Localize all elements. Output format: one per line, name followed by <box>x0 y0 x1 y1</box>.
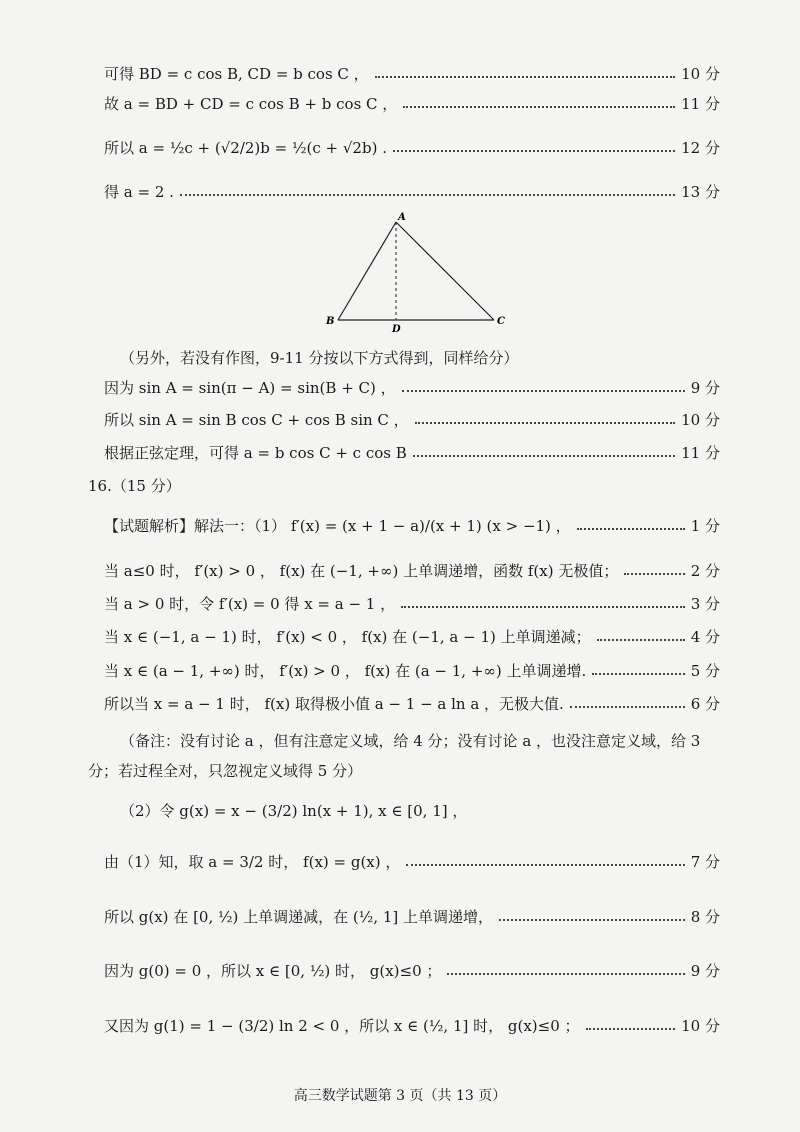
page-footer: 高三数学试题第 3 页（共 13 页） <box>293 1088 507 1104</box>
score: 2 分 <box>690 561 720 580</box>
note-scoring-a: （备注：没有讨论 a ，但有注意定义域，给 4 分；没有讨论 a ，也没注意定义域，给 3 <box>120 732 701 750</box>
label-d: D <box>392 324 401 335</box>
score: 10 分 <box>681 64 720 83</box>
line-text: 当 x ∈ (−1, a − 1) 时， f′(x) < 0 ， f(x) 在 (−1, a − 1) 上单调递减； <box>104 627 591 646</box>
line-text: 所以 sin A = sin B cos C + cos B sin C ， <box>104 410 409 429</box>
score: 9 分 <box>690 378 720 397</box>
question-16: 16.（15 分） <box>88 477 181 495</box>
line-text: 又因为 g(1) = 1 − (3/2) ln 2 < 0 ，所以 x ∈ (½, 1] 时， g(x)≤0 ； <box>104 1016 580 1035</box>
label-c: C <box>497 316 505 327</box>
line-2 <box>104 88 720 118</box>
line-text: 当 x ∈ (a − 1, +∞) 时， f′(x) > 0 ， f(x) 在 (a − 1, +∞) 上单调递增. <box>104 661 587 680</box>
score: 6 分 <box>690 694 720 713</box>
leader-dots <box>624 573 684 575</box>
line-text: 根据正弦定理，可得 a = b cos C + c cos B <box>104 443 407 462</box>
score: 10 分 <box>681 410 720 429</box>
score: 11 分 <box>681 94 720 113</box>
leader-dots <box>586 1028 676 1030</box>
line-text: 所以 g(x) 在 [0, ½) 上单调递减，在 (½, 1] 上单调递增， <box>104 907 494 926</box>
line-text: 【试题解析】解法一：（1） f′(x) = (x + 1 − a)/(x + 1) (x > −1) ， <box>104 516 571 535</box>
line-text: 可得 BD = c cos B, CD = b cos C ， <box>104 64 369 83</box>
line-11 <box>104 621 720 651</box>
leader-dots <box>406 864 684 866</box>
line-17 <box>104 1010 720 1040</box>
line-3 <box>104 132 720 162</box>
label-a: A <box>398 212 406 223</box>
line-text: 当 a > 0 时，令 f′(x) = 0 得 x = a − 1 ， <box>104 594 396 613</box>
score: 12 分 <box>681 138 720 157</box>
line-6 <box>104 404 720 434</box>
label-b: B <box>326 316 335 327</box>
leader-dots <box>393 150 675 152</box>
note-scoring-b: 分；若过程全对，只忽视定义域得 5 分） <box>88 762 363 780</box>
score: 7 分 <box>690 852 720 871</box>
triangle-figure <box>322 210 522 335</box>
score: 4 分 <box>690 627 720 646</box>
part-2-definition: （2）令 g(x) = x − (3/2) ln(x + 1), x ∈ [0, 1] ， <box>120 802 468 820</box>
leader-dots <box>447 973 684 975</box>
leader-dots <box>597 639 685 641</box>
leader-dots <box>577 528 685 530</box>
leader-dots <box>401 606 685 608</box>
line-text: 因为 sin A = sin(π − A) = sin(B + C) ， <box>104 378 396 397</box>
side-ac <box>396 222 494 320</box>
score: 5 分 <box>690 661 720 680</box>
line-text: 因为 g(0) = 0 ，所以 x ∈ [0, ½) 时， g(x)≤0 ； <box>104 961 442 980</box>
line-10 <box>104 588 720 618</box>
score: 9 分 <box>690 961 720 980</box>
line-text: 所以当 x = a − 1 时， f(x) 取得极小值 a − 1 − a ln a ，无极大值. <box>104 694 564 713</box>
line-14 <box>104 846 720 876</box>
leader-dots <box>415 422 675 424</box>
leader-dots <box>403 106 675 108</box>
line-text: 由（1）知，取 a = 3/2 时， f(x) = g(x) ， <box>104 852 401 871</box>
line-8 <box>104 510 720 540</box>
note-no-figure: （另外，若没有作图，9-11 分按以下方式得到，同样给分） <box>120 349 519 367</box>
score: 13 分 <box>681 182 720 201</box>
line-9 <box>104 555 720 585</box>
leader-dots <box>180 194 675 196</box>
line-text: 当 a≤0 时， f′(x) > 0 ， f(x) 在 (−1, +∞) 上单调递增，函数 f(x) 无极值； <box>104 561 619 580</box>
line-1 <box>104 58 720 88</box>
leader-dots <box>375 76 675 78</box>
line-12 <box>104 655 720 685</box>
score: 1 分 <box>690 516 720 535</box>
score: 10 分 <box>681 1016 720 1035</box>
leader-dots <box>570 706 685 708</box>
score: 8 分 <box>690 907 720 926</box>
line-15 <box>104 901 720 931</box>
line-13 <box>104 688 720 718</box>
leader-dots <box>499 919 685 921</box>
score: 3 分 <box>690 594 720 613</box>
score: 11 分 <box>681 443 720 462</box>
line-7 <box>104 437 720 467</box>
leader-dots <box>592 673 684 675</box>
side-ab <box>338 222 396 320</box>
line-5 <box>104 372 720 402</box>
line-text: 故 a = BD + CD = c cos B + b cos C ， <box>104 94 398 113</box>
line-text: 所以 a = ½c + (√2/2)b = ½(c + √2b) . <box>104 138 387 157</box>
line-text: 得 a = 2 . <box>104 182 174 201</box>
line-16 <box>104 955 720 985</box>
line-4 <box>104 176 720 206</box>
leader-dots <box>413 455 675 457</box>
leader-dots <box>402 390 685 392</box>
